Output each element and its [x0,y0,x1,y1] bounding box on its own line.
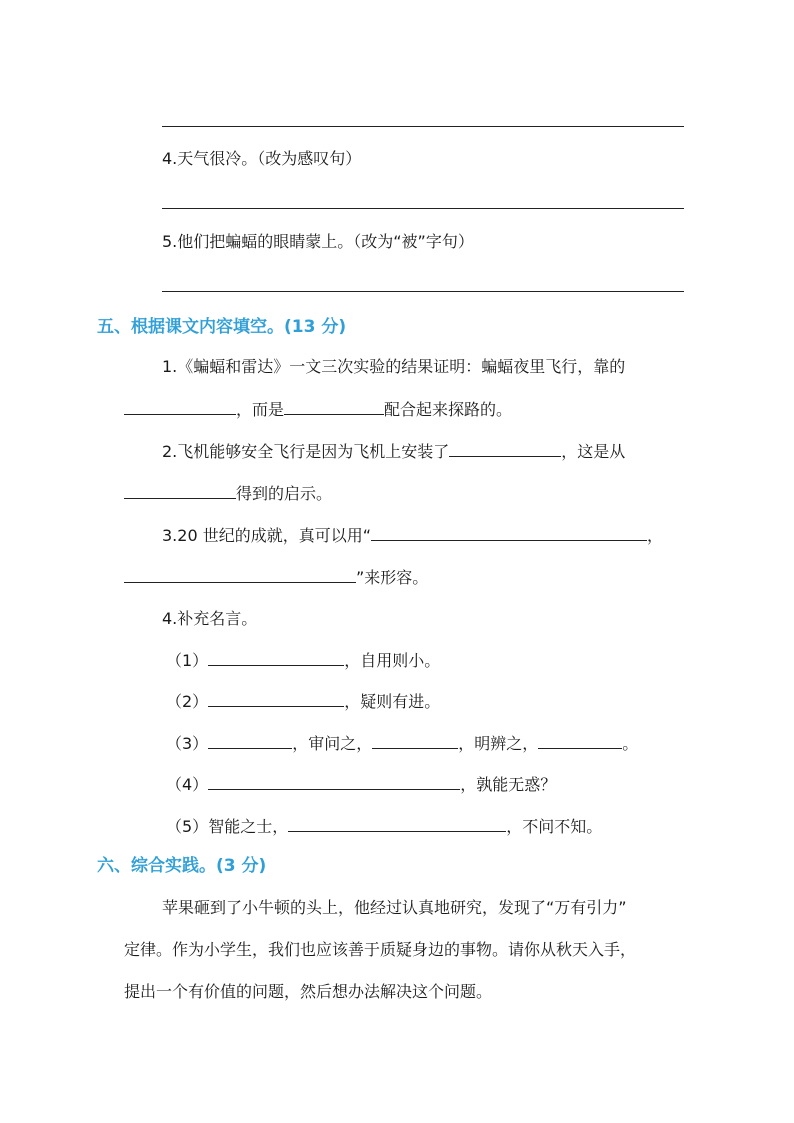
question-4-4: 4.天气很冷。（改为感叹句） [162,149,362,168]
item-number: （4） [166,775,209,794]
answer-line-3 [162,126,684,127]
answer-line-5 [162,291,684,292]
practice-paragraph-line2: 定律。作为小学生，我们也应该善于质疑身边的事物。请你从秋天入手， [124,940,637,959]
fill-blank[interactable] [208,732,292,749]
text-segment: ，疑则有进。 [344,692,441,711]
fill-blank[interactable] [208,690,344,707]
question-5-1-line1: 1.《蝙蝠和雷达》一文三次实验的结果证明：蝙蝠夜里飞行，靠的 [162,357,626,376]
item-number: （3） [166,734,209,753]
text-segment: 得到的启示。 [236,484,333,503]
text-segment: ，审问之， [292,734,373,753]
question-5-3-line2 [124,566,428,589]
quote-1 [166,649,440,672]
fill-blank[interactable] [124,482,236,499]
answer-line-4 [162,208,684,209]
fill-blank[interactable] [449,440,561,457]
text-segment: 3.20 世纪的成就，真可以用“ [162,526,372,545]
text-segment: ，自用则小。 [344,651,441,670]
question-5-2-line2 [124,482,332,505]
question-5-1-line2 [124,398,512,421]
text-segment: ”来形容。 [356,568,429,587]
practice-paragraph-line3: 提出一个有价值的问题，然后想办法解决这个问题。 [124,982,493,1001]
item-number: （2） [166,692,209,711]
text-segment: ，孰能无惑？ [460,775,557,794]
text-segment: 配合起来探路的。 [384,400,513,419]
text-segment: ，明辨之， [458,734,539,753]
question-5-4: 4.补充名言。 [162,609,258,628]
fill-blank[interactable] [288,815,506,832]
fill-blank[interactable] [538,732,622,749]
text-segment: ， [647,526,664,545]
text-segment: ，而是 [236,400,285,419]
quote-3 [166,732,638,755]
section-heading-6: 六、综合实践。(3 分) [97,856,267,876]
fill-blank[interactable] [124,398,236,415]
item-number: （1） [166,651,209,670]
question-5-3-line1 [162,524,663,547]
fill-blank[interactable] [124,566,356,583]
practice-paragraph-line1: 苹果砸到了小牛顿的头上，他经过认真地研究，发现了“万有引力” [162,898,627,917]
question-5-2-line1 [162,440,625,463]
fill-blank[interactable] [208,649,344,666]
quote-2 [166,690,440,713]
fill-blank[interactable] [208,773,460,790]
text-segment: 。 [622,734,639,753]
fill-blank[interactable] [372,732,458,749]
item-number: （5） [166,817,209,836]
quote-4 [166,773,556,796]
quote-5 [166,815,602,838]
question-4-5: 5.他们把蝙蝠的眼睛蒙上。（改为“被”字句） [162,232,474,251]
fill-blank[interactable] [371,524,647,541]
text-segment: 2.飞机能够安全飞行是因为飞机上安装了 [162,442,450,461]
text-segment: ，这是从 [561,442,626,461]
section-heading-5: 五、根据课文内容填空。(13 分) [97,317,347,337]
text-segment: ，不问不知。 [506,817,603,836]
fill-blank[interactable] [284,398,384,415]
text-segment: 智能之士， [208,817,289,836]
